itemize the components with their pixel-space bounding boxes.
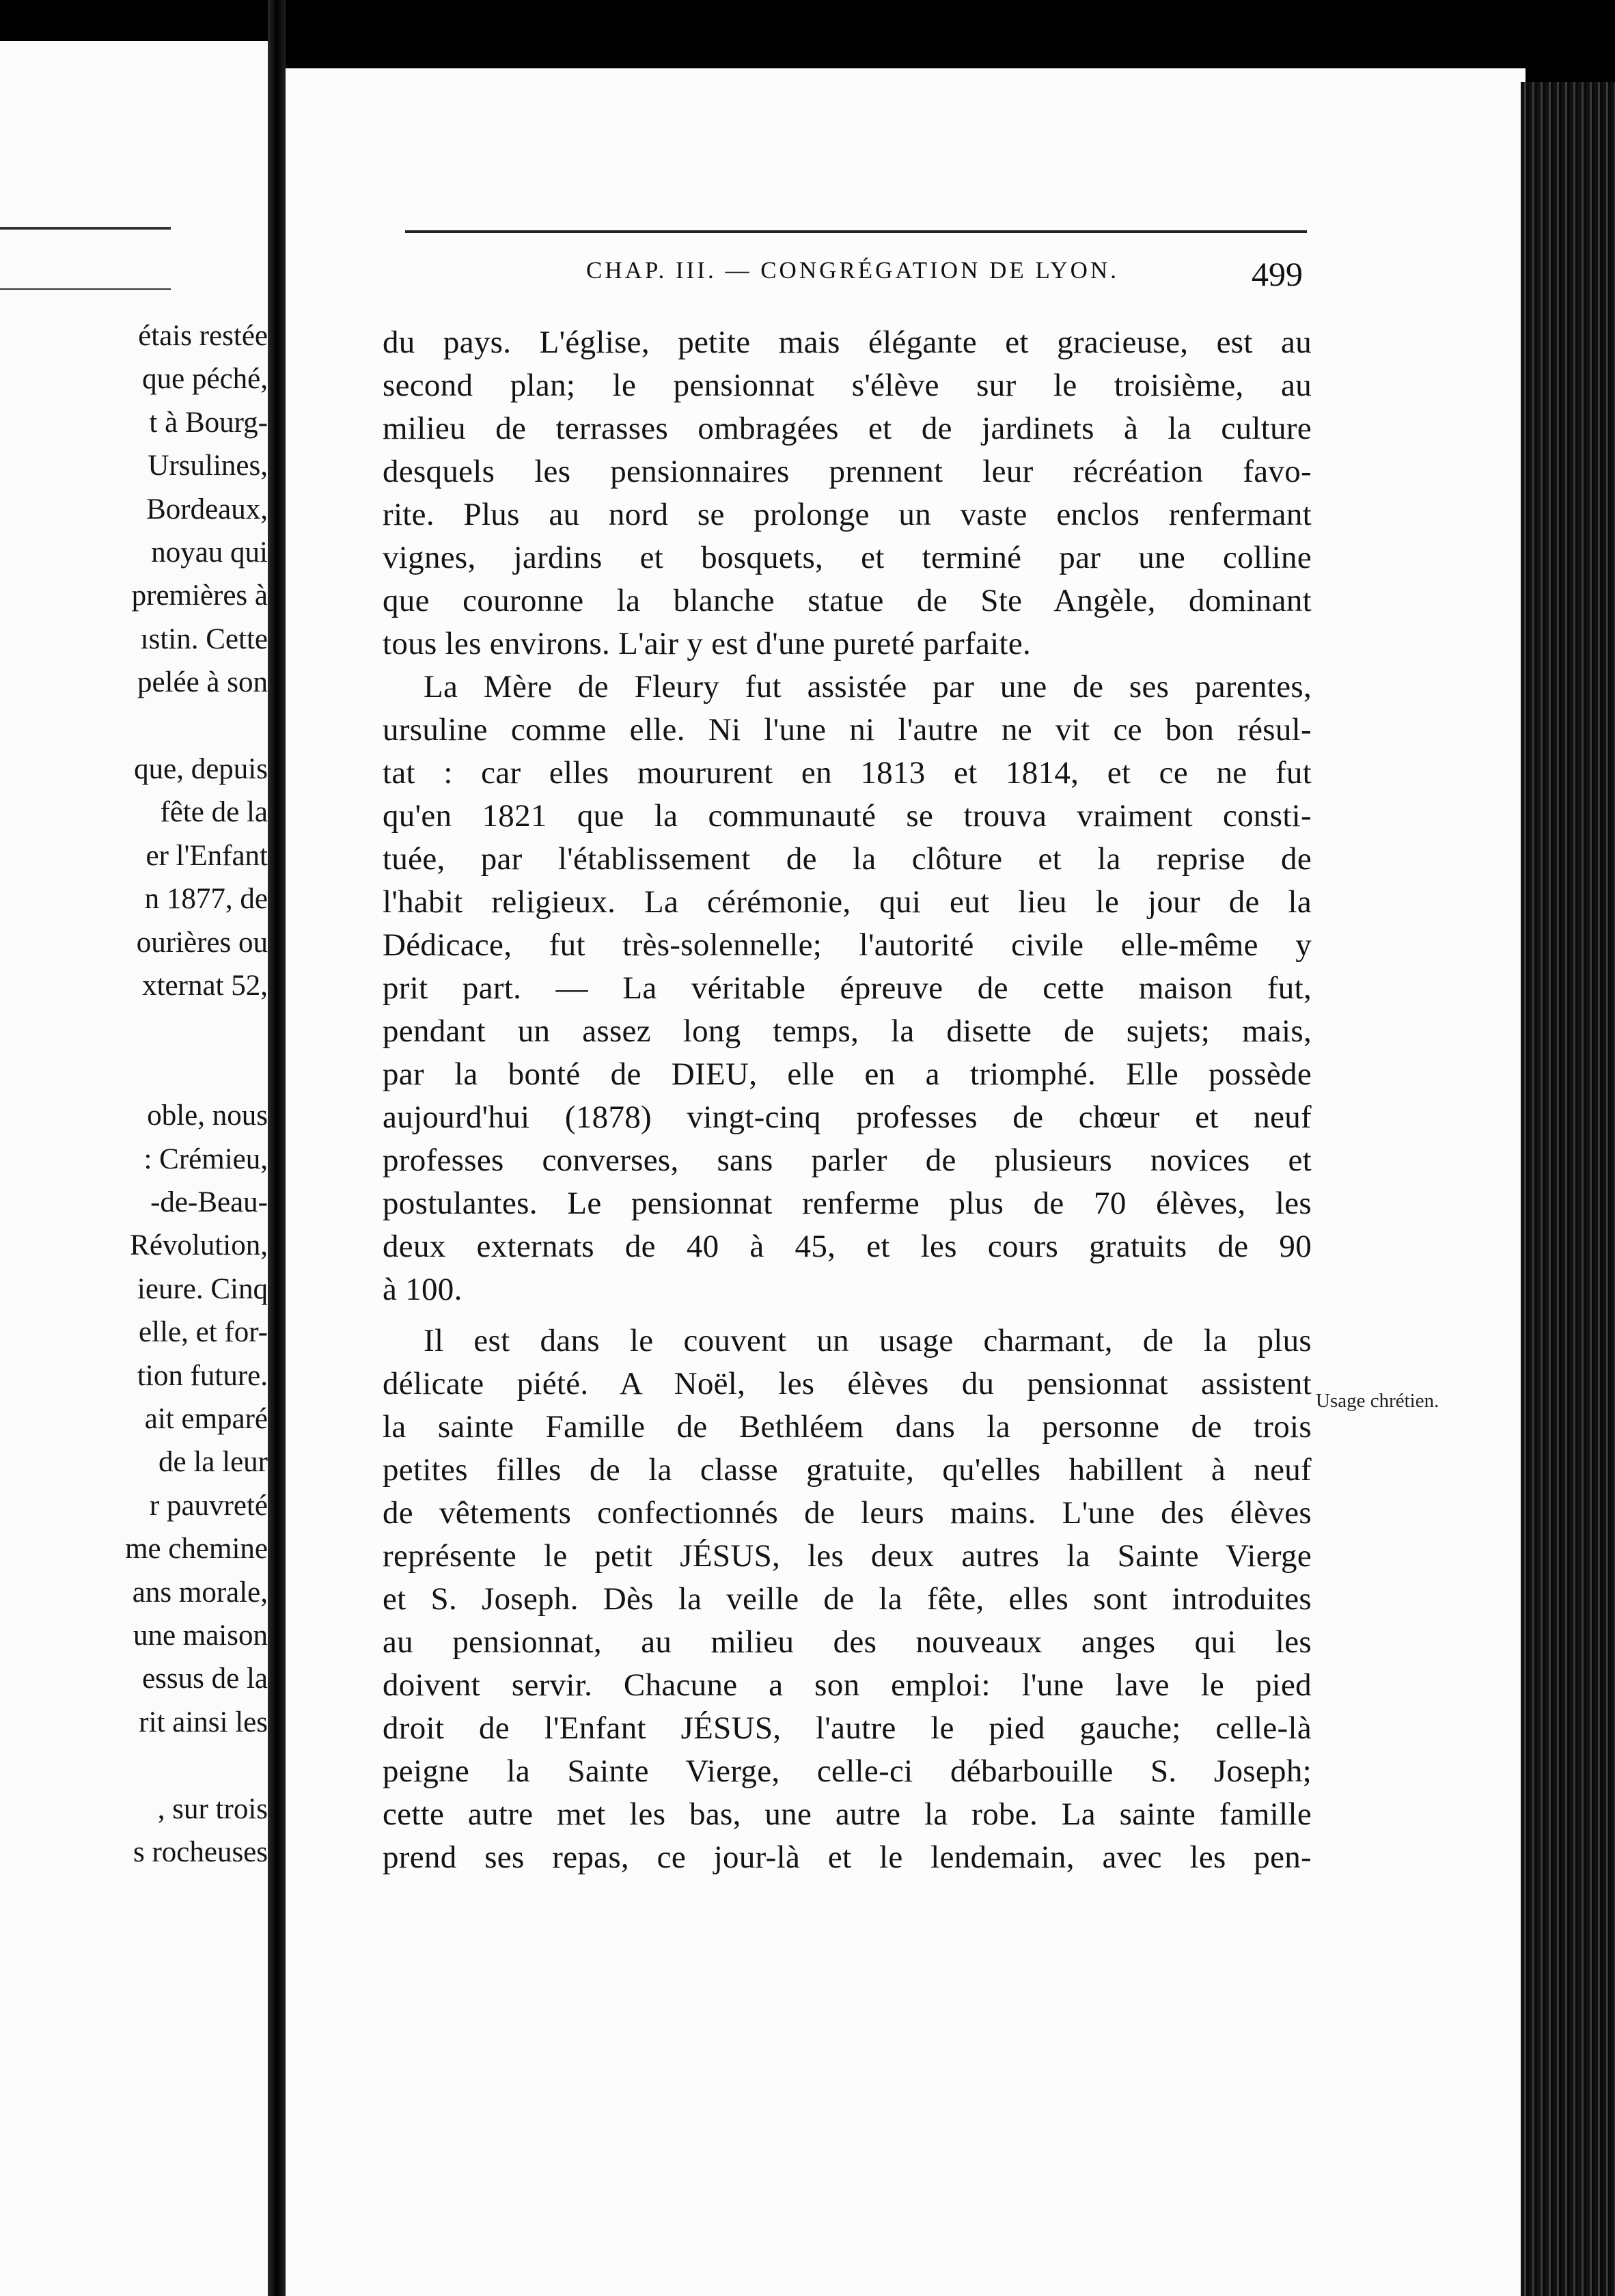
left-page-line: que péché,	[142, 363, 268, 396]
body-line: et S. Joseph. Dès la veille de la fête, elles sont introduites	[383, 1581, 1312, 1617]
margin-note: Usage chrétien.	[1316, 1390, 1439, 1412]
left-page-line: une maison	[133, 1620, 268, 1652]
left-page-line: noyau qui	[151, 536, 268, 569]
body-line: tat : car elles moururent en 1813 et 1814, et ce ne fut	[383, 755, 1312, 791]
body-line: délicate piété. A Noël, les élèves du pensionnat assistent	[383, 1366, 1312, 1402]
left-page-line: elle, et for-	[139, 1316, 268, 1349]
body-line: vignes, jardins et bosquets, et terminé par une colline	[383, 540, 1312, 575]
left-page-line: xternat 52,	[142, 970, 268, 1002]
left-page-line: ait emparé	[144, 1403, 268, 1435]
body-line: La Mère de Fleury fut assistée par une de ses parentes,	[424, 669, 1312, 705]
left-page-line: n 1877, de	[144, 883, 268, 916]
body-line: du pays. L'église, petite mais élégante et gracieuse, est au	[383, 325, 1312, 360]
left-page-line: rit ainsi les	[139, 1706, 268, 1738]
left-header-rule-thin	[0, 288, 171, 290]
body-line: pendant un assez long temps, la disette de sujets; mais,	[383, 1013, 1312, 1049]
body-line: Dédicace, fut très-solennelle; l'autorité civile elle-même y	[383, 927, 1312, 963]
body-line: prit part. — La véritable épreuve de cette maison fut,	[383, 970, 1312, 1006]
running-head: CHAP. III. — CONGRÉGATION DE LYON.	[586, 257, 1119, 284]
left-page-line: tion future.	[137, 1359, 268, 1392]
body-line: tuée, par l'établissement de la clôture et la reprise de	[383, 841, 1312, 877]
body-line: rite. Plus au nord se prolonge un vaste enclos renfermant	[383, 497, 1312, 532]
body-line: que couronne la blanche statue de Ste Angèle, dominant	[383, 583, 1312, 618]
left-page-line: -de-Beau-	[150, 1186, 268, 1218]
body-line: professes converses, sans parler de plusieurs novices et	[383, 1143, 1312, 1178]
left-page-line: s rocheuses	[133, 1836, 268, 1868]
left-page-line: de la leur	[158, 1446, 268, 1479]
body-line: petites filles de la classe gratuite, qu'elles habillent à neuf	[383, 1452, 1312, 1488]
body-line: tous les environs. L'air y est d'une pureté parfaite.	[383, 626, 1032, 661]
body-line: représente le petit JÉSUS, les deux autres la Sainte Vierge	[383, 1538, 1312, 1574]
body-line: droit de l'Enfant JÉSUS, l'autre le pied gauche; celle-là	[383, 1710, 1312, 1746]
left-page-line: ans morale,	[132, 1576, 268, 1609]
body-line: ursuline comme elle. Ni l'une ni l'autre ne vit ce bon résul-	[383, 712, 1312, 748]
body-line: au pensionnat, au milieu des nouveaux anges qui les	[383, 1624, 1312, 1660]
left-page-line: : Crémieu,	[143, 1143, 268, 1175]
left-page-line: ıstin. Cette	[140, 623, 268, 655]
left-page-line: er l'Enfant	[146, 839, 268, 872]
left-page-line: t à Bourg-	[149, 406, 268, 439]
left-page-line: que, depuis	[134, 753, 268, 785]
body-line: Il est dans le couvent un usage charmant, de la plus	[424, 1323, 1312, 1358]
body-line: de vêtements confectionnés de leurs mains. L'une des élèves	[383, 1495, 1312, 1531]
page-number: 499	[1252, 255, 1303, 293]
body-text	[383, 321, 1312, 1879]
left-page-line: Bordeaux,	[146, 493, 268, 525]
body-line: par la bonté de DIEU, elle en a triomphé. Elle possède	[383, 1056, 1312, 1092]
left-page-line: oble, nous	[147, 1099, 268, 1132]
left-page-line: me chemine	[125, 1533, 268, 1566]
left-page-line: premières à	[131, 579, 268, 612]
left-page-line: pelée à son	[137, 666, 268, 699]
left-page-line: essus de la	[142, 1663, 268, 1695]
body-line: peigne la Sainte Vierge, celle-ci débarbouille S. Joseph;	[383, 1753, 1312, 1789]
left-page-line: étais restée	[138, 320, 268, 352]
body-line: second plan; le pensionnat s'élève sur le troisième, au	[383, 368, 1312, 403]
body-line: prend ses repas, ce jour-là et le lendemain, avec les pen-	[383, 1840, 1312, 1875]
body-line: qu'en 1821 que la communauté se trouva vraiment consti-	[383, 798, 1312, 834]
header-rule	[405, 230, 1307, 233]
body-line: à 100.	[383, 1272, 463, 1307]
body-line: deux externats de 40 à 45, et les cours gratuits de 90	[383, 1229, 1312, 1264]
body-line: doivent servir. Chacune a son emploi: l'une lave le pied	[383, 1667, 1312, 1703]
body-line: aujourd'hui (1878) vingt-cinq professes de chœur et neuf	[383, 1099, 1312, 1135]
body-line: postulantes. Le pensionnat renferme plus de 70 élèves, les	[383, 1186, 1312, 1221]
left-page-line: ieure. Cinq	[137, 1272, 268, 1305]
book-gutter	[268, 0, 286, 2296]
left-page-line: Révolution,	[130, 1229, 268, 1262]
left-page	[0, 41, 272, 2296]
left-page-line: Ursulines,	[148, 450, 268, 482]
body-line: cette autre met les bas, une autre la robe. La sainte famille	[383, 1796, 1312, 1832]
page-edge-stack	[1521, 82, 1615, 2296]
left-page-line: , sur trois	[157, 1792, 268, 1825]
body-line: la sainte Famille de Bethléem dans la personne de trois	[383, 1409, 1312, 1445]
left-page-line: ourières ou	[136, 926, 268, 959]
body-line: l'habit religieux. La cérémonie, qui eut lieu le jour de la	[383, 884, 1312, 920]
left-header-rule	[0, 227, 171, 230]
body-line: desquels les pensionnaires prennent leur récréation favo-	[383, 454, 1312, 489]
left-page-line: r pauvreté	[149, 1489, 268, 1522]
body-line: milieu de terrasses ombragées et de jardinets à la culture	[383, 411, 1312, 446]
left-page-line: fête de la	[160, 796, 268, 829]
